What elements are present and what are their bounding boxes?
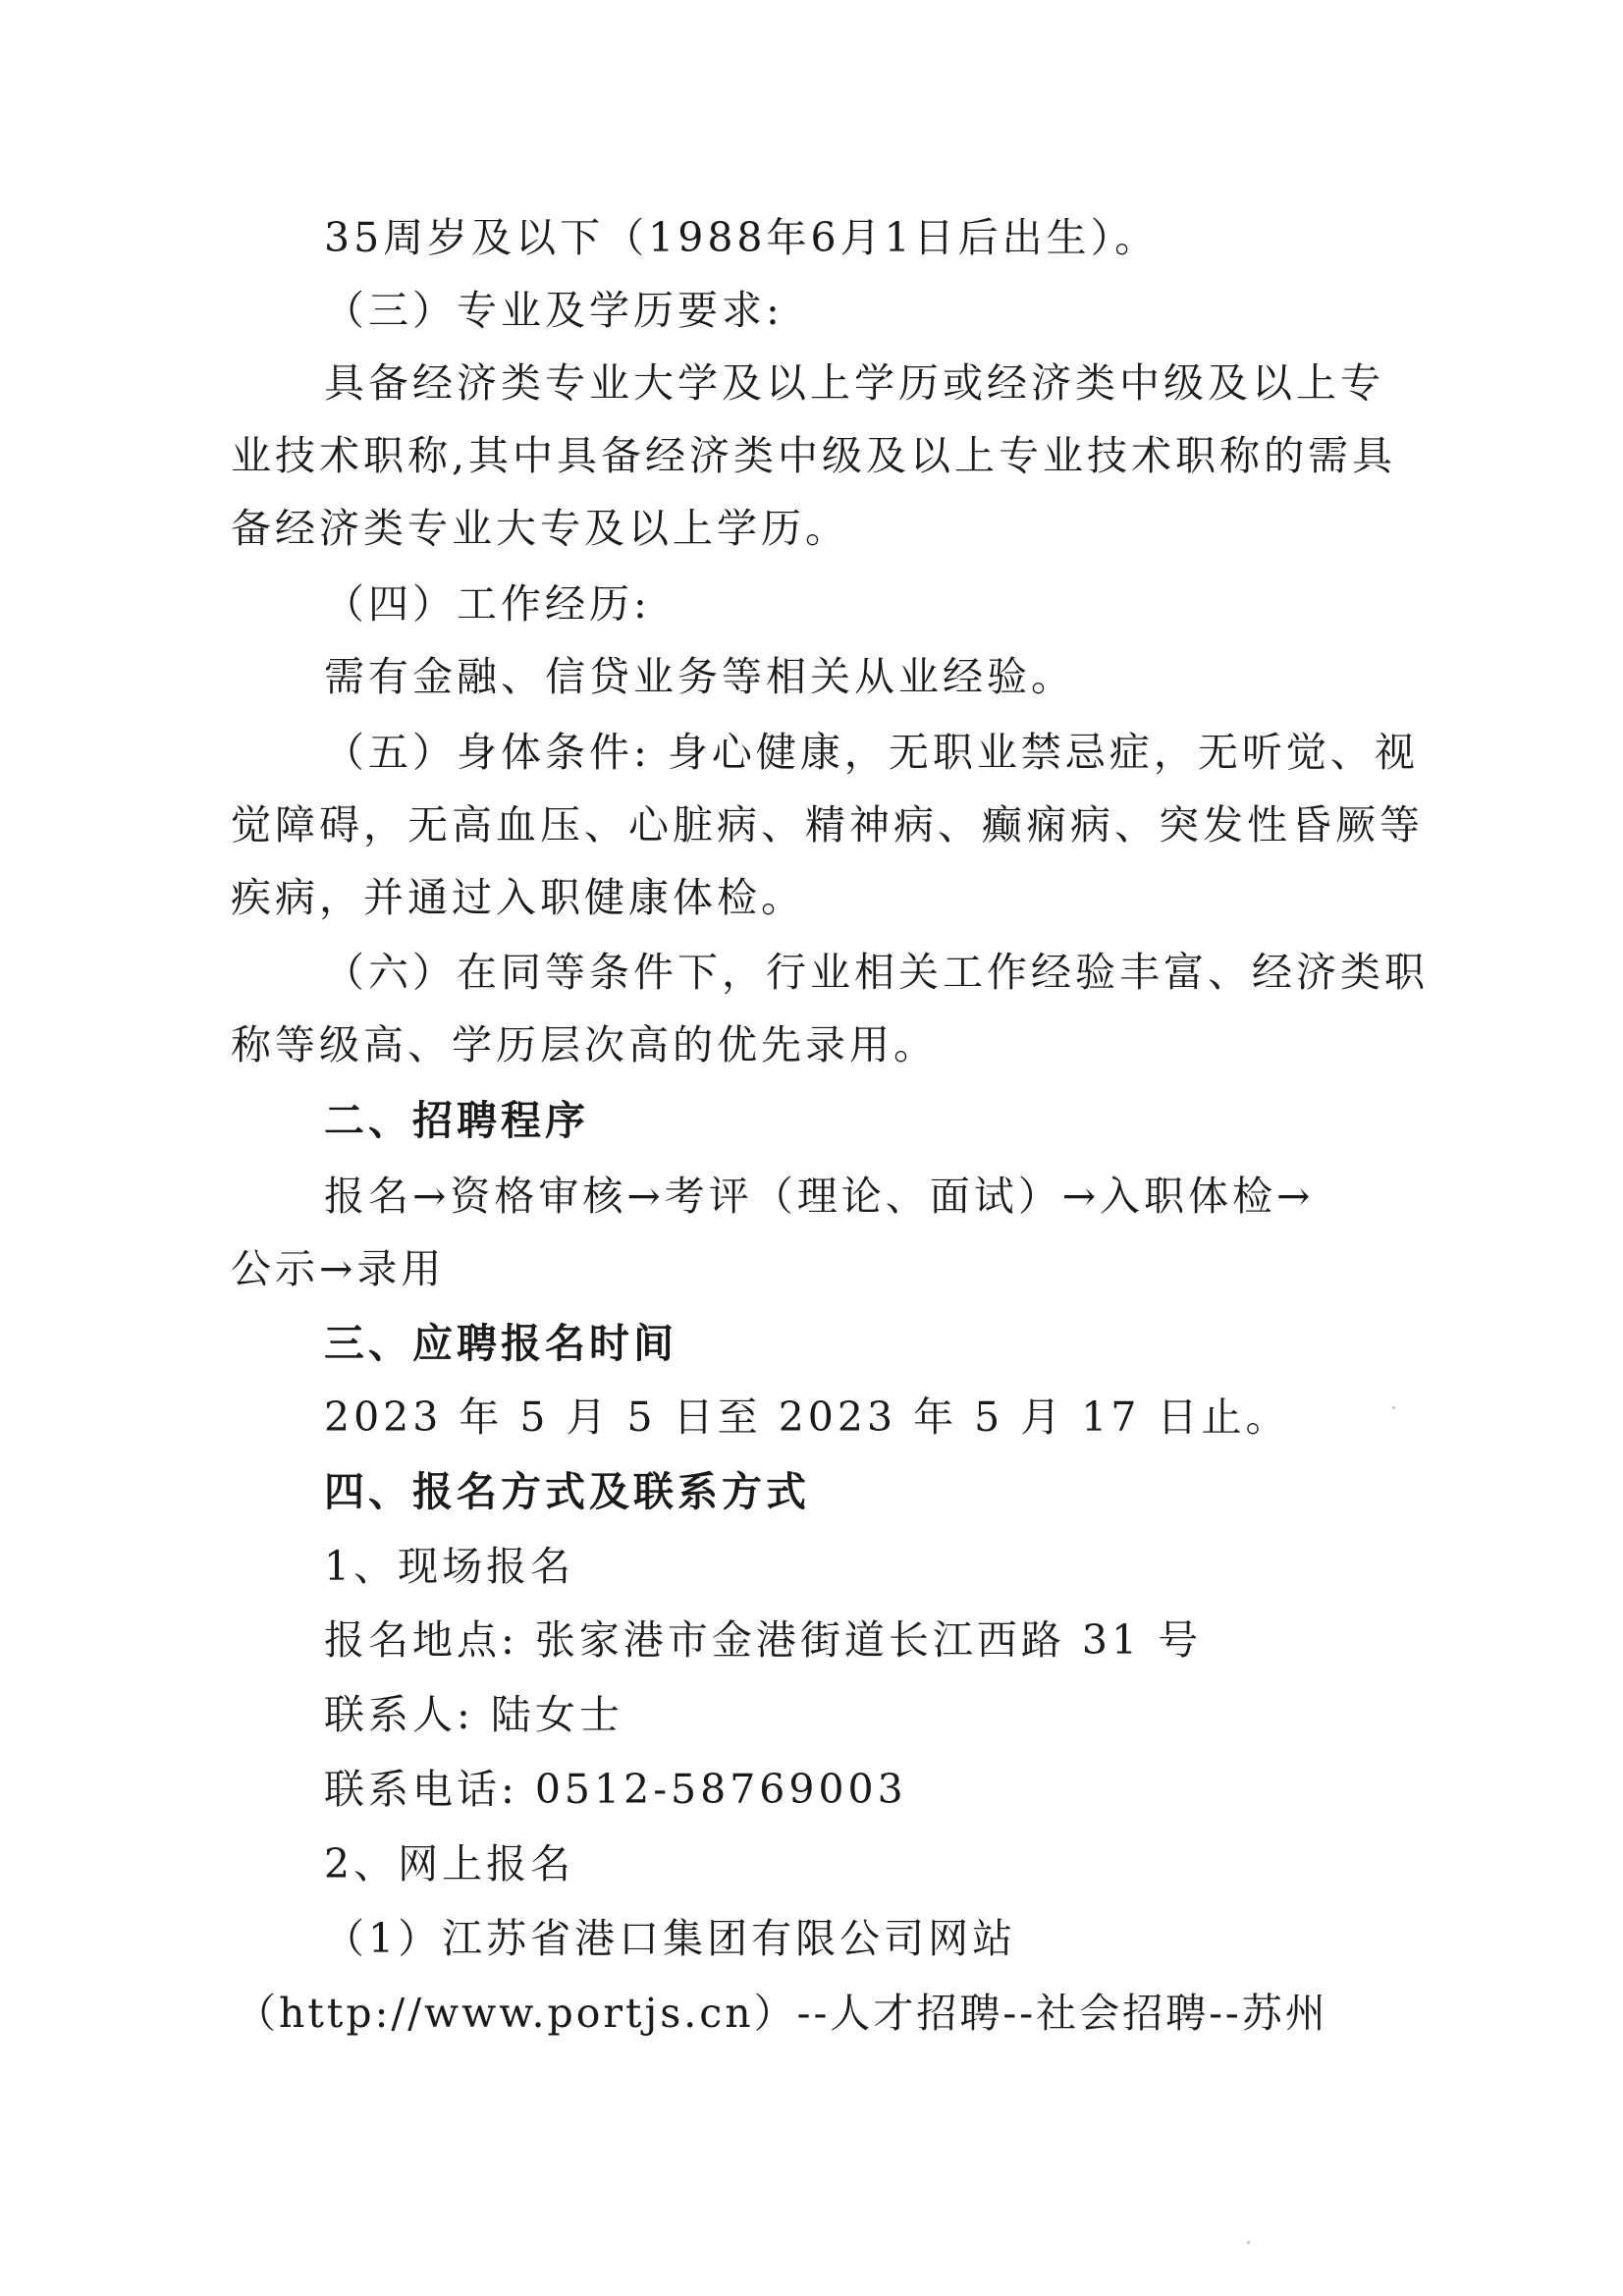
section-heading-recruitment-procedure: 二、招聘程序 [324, 1097, 589, 1144]
physical-condition-line-2: 觉障碍，无高血压、心脏病、精神病、癫痫病、突发性昏厥等 [231, 801, 1424, 848]
physical-condition-line-1: （五）身体条件: 身心健康，无职业禁忌症，无听觉、视 [324, 729, 1419, 776]
priority-line-2: 称等级高、学历层次高的优先录用。 [231, 1021, 938, 1068]
contact-phone: 联系电话: 0512-58769003 [324, 1766, 907, 1813]
contact-person: 联系人: 陆女士 [324, 1691, 623, 1738]
scan-speck [1392, 1406, 1395, 1409]
website-line-1: （1）江苏省港口集团有限公司网站 [324, 1915, 1017, 1962]
education-paragraph-line-1: 具备经济类专业大学及以上学历或经济类中级及以上专 [324, 359, 1384, 407]
procedure-steps-line-1: 报名→资格审核→考评（理论、面试）→入职体检→ [324, 1173, 1315, 1220]
procedure-steps-line-2: 公示→录用 [231, 1245, 446, 1292]
education-requirement-heading: （三）专业及学历要求: [324, 287, 784, 334]
education-paragraph-line-3: 备经济类专业大专及以上学历。 [231, 505, 849, 552]
age-requirement-line: 35周岁及以下（1988年6月1日后出生）。 [324, 214, 1160, 261]
section-heading-application-time: 三、应聘报名时间 [324, 1320, 677, 1367]
scan-speck [1247, 2241, 1250, 2244]
work-experience-text: 需有金融、信贷业务等相关从业经验。 [324, 653, 1075, 700]
application-time-text: 2023 年 5 月 5 日至 2023 年 5 月 17 日止。 [324, 1394, 1290, 1441]
section-heading-application-method: 四、报名方式及联系方式 [324, 1468, 810, 1515]
onsite-registration-heading: 1、现场报名 [324, 1543, 575, 1590]
priority-line-1: （六）在同等条件下，行业相关工作经验丰富、经济类职 [324, 949, 1429, 996]
education-paragraph-line-2: 业技术职称,其中具备经济类中级及以上专业技术职称的需具 [231, 432, 1397, 479]
website-line-2: （http://www.portjs.cn）--人才招聘--社会招聘--苏州 [236, 1990, 1328, 2037]
registration-address: 报名地点: 张家港市金港街道长江西路 31 号 [324, 1616, 1203, 1664]
physical-condition-line-3: 疾病，并通过入职健康体检。 [231, 874, 805, 921]
online-registration-heading: 2、网上报名 [324, 1840, 575, 1887]
work-experience-heading: （四）工作经历: [324, 580, 651, 628]
